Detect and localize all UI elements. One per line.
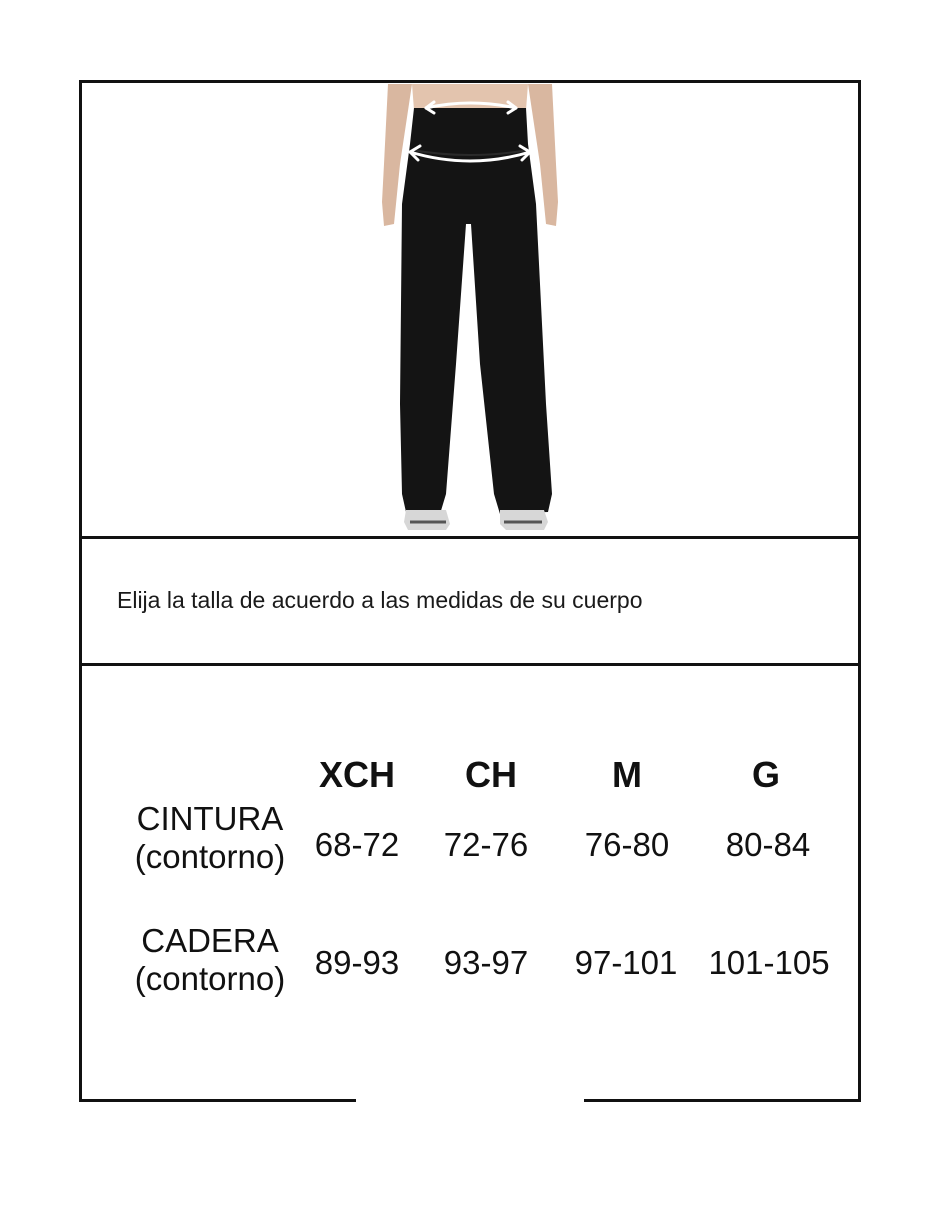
cadera-value-g: 101-105: [708, 944, 830, 981]
row-label-main: CADERA: [141, 922, 279, 959]
size-header-g: G: [751, 754, 780, 795]
row-label-cadera: [110, 922, 310, 998]
size-header-xch: XCH: [318, 754, 395, 795]
row-label-main: CINTURA: [136, 800, 284, 837]
cintura-value-xch: 68-72: [314, 826, 400, 863]
image-section-divider: [79, 536, 861, 539]
instruction-section-divider: [79, 663, 861, 666]
cadera-value-ch: 93-97: [443, 944, 529, 981]
size-instruction-text: Elija la talla de acuerdo a las medidas de su cuerpo: [117, 587, 643, 613]
size-header-ch: CH: [465, 754, 517, 795]
row-label-sub: (contorno): [134, 960, 286, 997]
cadera-value-xch: 89-93: [314, 944, 400, 981]
size-header-m: M: [612, 754, 642, 795]
frame-bottom-border-right: [584, 1099, 861, 1102]
frame-right-border: [858, 80, 861, 1102]
cintura-value-m: 76-80: [584, 826, 670, 863]
row-label-sub: (contorno): [134, 838, 286, 875]
frame-bottom-border-left: [79, 1099, 356, 1102]
cintura-value-g: 80-84: [725, 826, 811, 863]
frame-top-border: [79, 80, 861, 83]
frame-left-border: [79, 80, 82, 1102]
row-label-cintura: [110, 800, 310, 876]
cadera-value-m: 97-101: [574, 944, 678, 981]
cintura-value-ch: 72-76: [443, 826, 529, 863]
product-image-flare-leggings: [360, 84, 580, 536]
